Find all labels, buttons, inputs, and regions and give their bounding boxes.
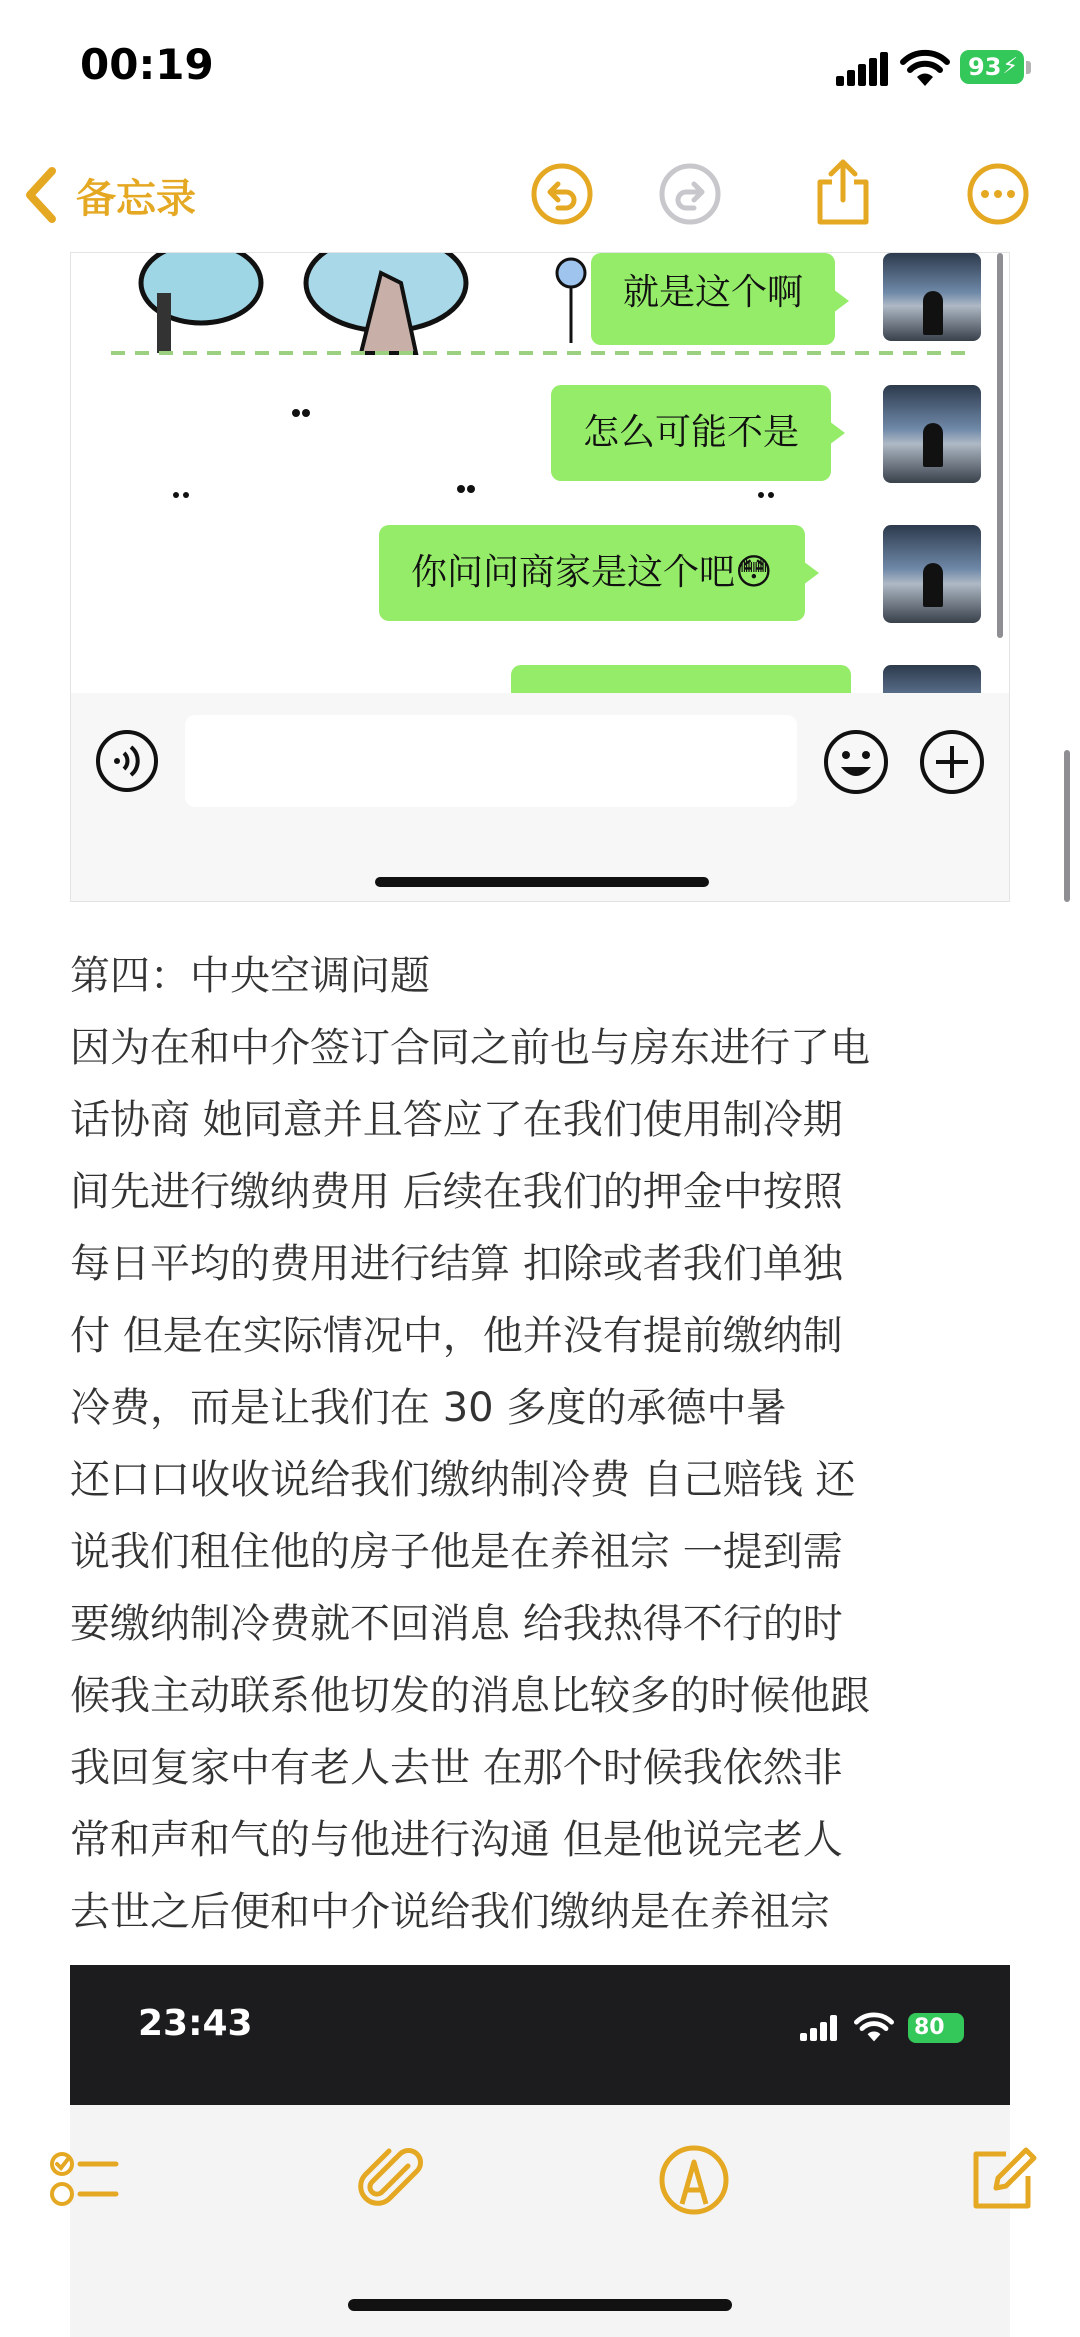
status-bar <box>0 0 1080 140</box>
chat-message-bubble <box>511 665 851 693</box>
note-line: 还口口收收说给我们缴纳制冷费 自己赔钱 还 <box>70 1457 856 1503</box>
note-line: 常和声和气的与他进行沟通 但是他说完老人 <box>70 1817 843 1863</box>
note-line: 要缴纳制冷费就不回消息 给我热得不行的时 <box>70 1601 843 1647</box>
note-line: 间先进行缴纳费用 后续在我们的押金中按照 <box>70 1169 843 1215</box>
chat-area <box>71 253 1010 693</box>
screenshot-battery-indicator <box>908 2013 964 2043</box>
avatar <box>883 253 981 341</box>
back-button[interactable] <box>22 160 196 230</box>
wifi-icon <box>900 48 950 88</box>
screenshot-home-indicator <box>375 877 709 887</box>
more-icon[interactable] <box>966 162 1030 226</box>
avatar <box>883 525 981 623</box>
note-line: 候我主动联系他切发的消息比较多的时候他跟 <box>70 1673 870 1719</box>
note-line: 因为在和中介签订合同之前也与房东进行了电 <box>70 1025 870 1071</box>
chat-message-bubble: 你问问商家是这个吧😳 <box>379 525 805 621</box>
note-heading: 第四：中央空调问题 <box>70 953 430 999</box>
chat-background-illustration <box>71 253 1010 693</box>
plus-icon <box>919 729 985 795</box>
note-line: 我回复家中有老人去世 在那个时候我依然非 <box>70 1745 843 1791</box>
redo-icon[interactable] <box>658 162 722 226</box>
charging-bolt-icon: ⚡ <box>1002 54 1018 79</box>
chat-text-input <box>185 715 797 807</box>
home-indicator[interactable] <box>348 2299 732 2311</box>
note-line: 每日平均的费用进行结算 扣除或者我们单独 <box>70 1241 843 1287</box>
paperclip-icon[interactable] <box>356 2144 428 2216</box>
avatar <box>883 385 981 483</box>
page-scrollbar[interactable] <box>1064 750 1070 902</box>
chat-message-bubble: 就是这个啊 <box>591 253 835 345</box>
battery-indicator <box>960 50 1024 84</box>
checklist-icon[interactable] <box>48 2144 120 2216</box>
compose-icon[interactable] <box>966 2144 1038 2216</box>
voice-icon <box>95 729 159 793</box>
chat-screenshot-image[interactable] <box>70 252 1010 902</box>
note-line: 话协商 她同意并且答应了在我们使用制冷期 <box>70 1097 843 1143</box>
screenshot-wifi-icon <box>854 2011 894 2043</box>
note-body[interactable] <box>70 940 1020 1948</box>
bottom-toolbar <box>0 2130 1080 2240</box>
screenshot-signal-icon <box>800 2015 840 2041</box>
chat-input-bar <box>71 693 1010 902</box>
emoji-icon <box>823 729 889 795</box>
note-line: 冷费，而是让我们在 30 多度的承德中暑 <box>70 1385 787 1431</box>
share-icon[interactable] <box>812 156 874 228</box>
nav-bar <box>0 140 1080 250</box>
avatar <box>883 665 981 693</box>
note-line: 说我们租住他的房子他是在养祖宗 一提到需 <box>70 1529 843 1575</box>
chat-scrollbar <box>997 253 1003 638</box>
status-time: 00:19 <box>80 40 214 89</box>
screenshot-battery-level: 80 <box>914 2015 945 2040</box>
chat-message-bubble: 怎么可能不是 <box>551 385 831 481</box>
chevron-left-icon <box>22 165 62 225</box>
screenshot-status-time: 23:43 <box>138 2003 253 2044</box>
battery-level: 93 <box>968 53 1002 81</box>
note-line: 付 但是在实际情况中，他并没有提前缴纳制 <box>70 1313 843 1359</box>
back-label: 备忘录 <box>76 175 196 222</box>
battery-cap <box>1026 61 1031 74</box>
cellular-signal-icon <box>836 52 888 86</box>
status-screenshot-image[interactable] <box>70 1965 1010 2105</box>
note-line: 去世之后便和中介说给我们缴纳是在养祖宗 <box>70 1889 830 1935</box>
markup-icon[interactable] <box>658 2144 730 2216</box>
undo-icon[interactable] <box>530 162 594 226</box>
